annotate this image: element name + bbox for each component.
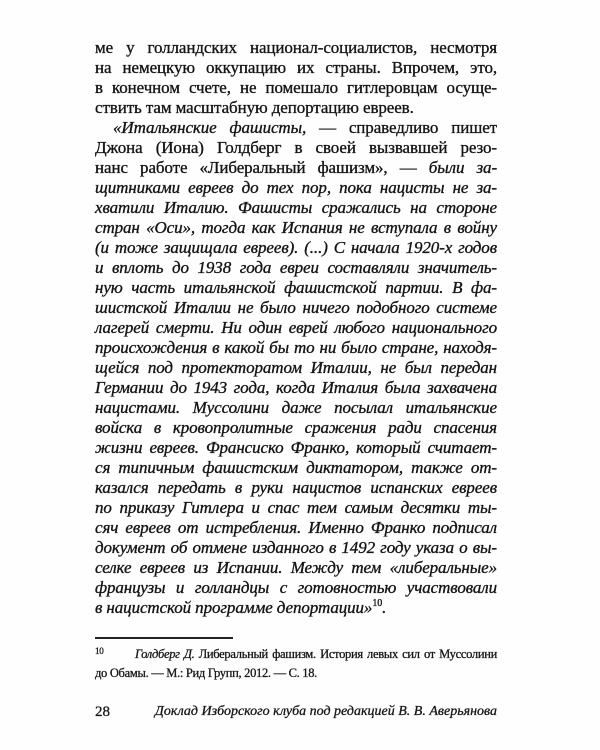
author-text: нанс работе «Либеральный фашизм», — (95, 158, 417, 177)
quote-line: селке евреев из Испании. Между тем «либеральные» (95, 558, 497, 577)
quote-line: щейся под протекторатом Италии, не был передан (95, 358, 497, 377)
sentence-end: . (382, 598, 387, 617)
text-line: на немецкую оккупацию их страны. Впрочем, это, (95, 58, 497, 77)
text-line: Джона (Иона) Голдберг в своей вызвавшей резо- (95, 138, 497, 157)
text-line (95, 118, 497, 138)
footnote-reference: 10 (372, 598, 383, 609)
quote-line: стран «Оси», тогда как Испания не вступала в войну (95, 218, 497, 237)
text-line (95, 598, 497, 618)
paragraph-2 (95, 118, 497, 618)
footnote-line: до Обамы. — М.: Рид Групп, 2012. — С. 18. (95, 666, 318, 680)
footnote-citation: Либеральный фашизм. История левых сил от Муссолини (194, 647, 497, 661)
quote-line: ся типичным фашистским диктатором, также от- (95, 458, 497, 477)
main-text (95, 38, 497, 618)
quote-line: по приказу Гитлера и спас тем самым десятки ты- (95, 498, 497, 517)
text-line: в конечном счете, не помешало гитлеровцам осуще- (95, 78, 497, 97)
quote-line: (и тоже защищала евреев). (...) С начала 1920-х годов (95, 238, 497, 257)
footnote-line (95, 645, 497, 664)
quote-line: шистской Италии не было ничего подобного системе (95, 298, 497, 317)
quote-line: войска в кровопролитные сражения ради спасения (95, 418, 497, 437)
footnote-marker: 10 (95, 646, 104, 656)
quote-line: щитниками евреев до тех пор, пока нацисты не за- (95, 178, 497, 197)
quote-line: ную часть итальянской фашистской партии. В фа- (95, 278, 497, 297)
quote-line: хватили Италию. Фашисты сражались на стороне (95, 198, 497, 217)
quote-line: документ об отмене изданного в 1492 году указа о вы- (95, 538, 497, 557)
quote-line: французы и голландцы с готовностью участвовали (95, 578, 497, 597)
quote-line: лагерей смерти. Ни один еврей любого национального (95, 318, 497, 337)
quote-line: жизни евреев. Франсиско Франко, который считает- (95, 438, 497, 457)
quote-line: сяч евреев от истребления. Именно Франко подписал (95, 518, 497, 537)
quote-text: в нацистской программе депортации» (95, 598, 373, 617)
quote-text: «Итальянские фашисты, (113, 118, 307, 137)
author-text: — справедливо пишет (306, 118, 497, 137)
quote-line: и вплоть до 1938 года евреи составляли значитель- (95, 258, 497, 277)
page-number: 28 (95, 704, 110, 720)
footnote-author: Голдберг Д. (135, 647, 195, 661)
footnote-rule (95, 637, 233, 639)
quote-line: Германии до 1943 года, когда Италия была захвачена (95, 378, 497, 397)
text-line (95, 158, 497, 178)
quote-line: происхождения в какой бы то ни было стране, находя- (95, 338, 497, 357)
footnote (95, 645, 497, 683)
running-title: Доклад Изборского клуба под редакцией В. В. Аверьянова (154, 704, 497, 719)
quote-line: нацистами. Муссолини даже посылал итальянские (95, 398, 497, 417)
paragraph-1 (95, 38, 497, 118)
page-footer (95, 702, 497, 722)
text-line: ствить там масштабную депортацию евреев. (95, 98, 414, 117)
quote-text: были за- (416, 158, 497, 177)
quote-line: казался передать в руки нацистов испанских евреев (95, 478, 497, 497)
text-line: ме у голландских национал-социалистов, несмотря (95, 38, 497, 57)
